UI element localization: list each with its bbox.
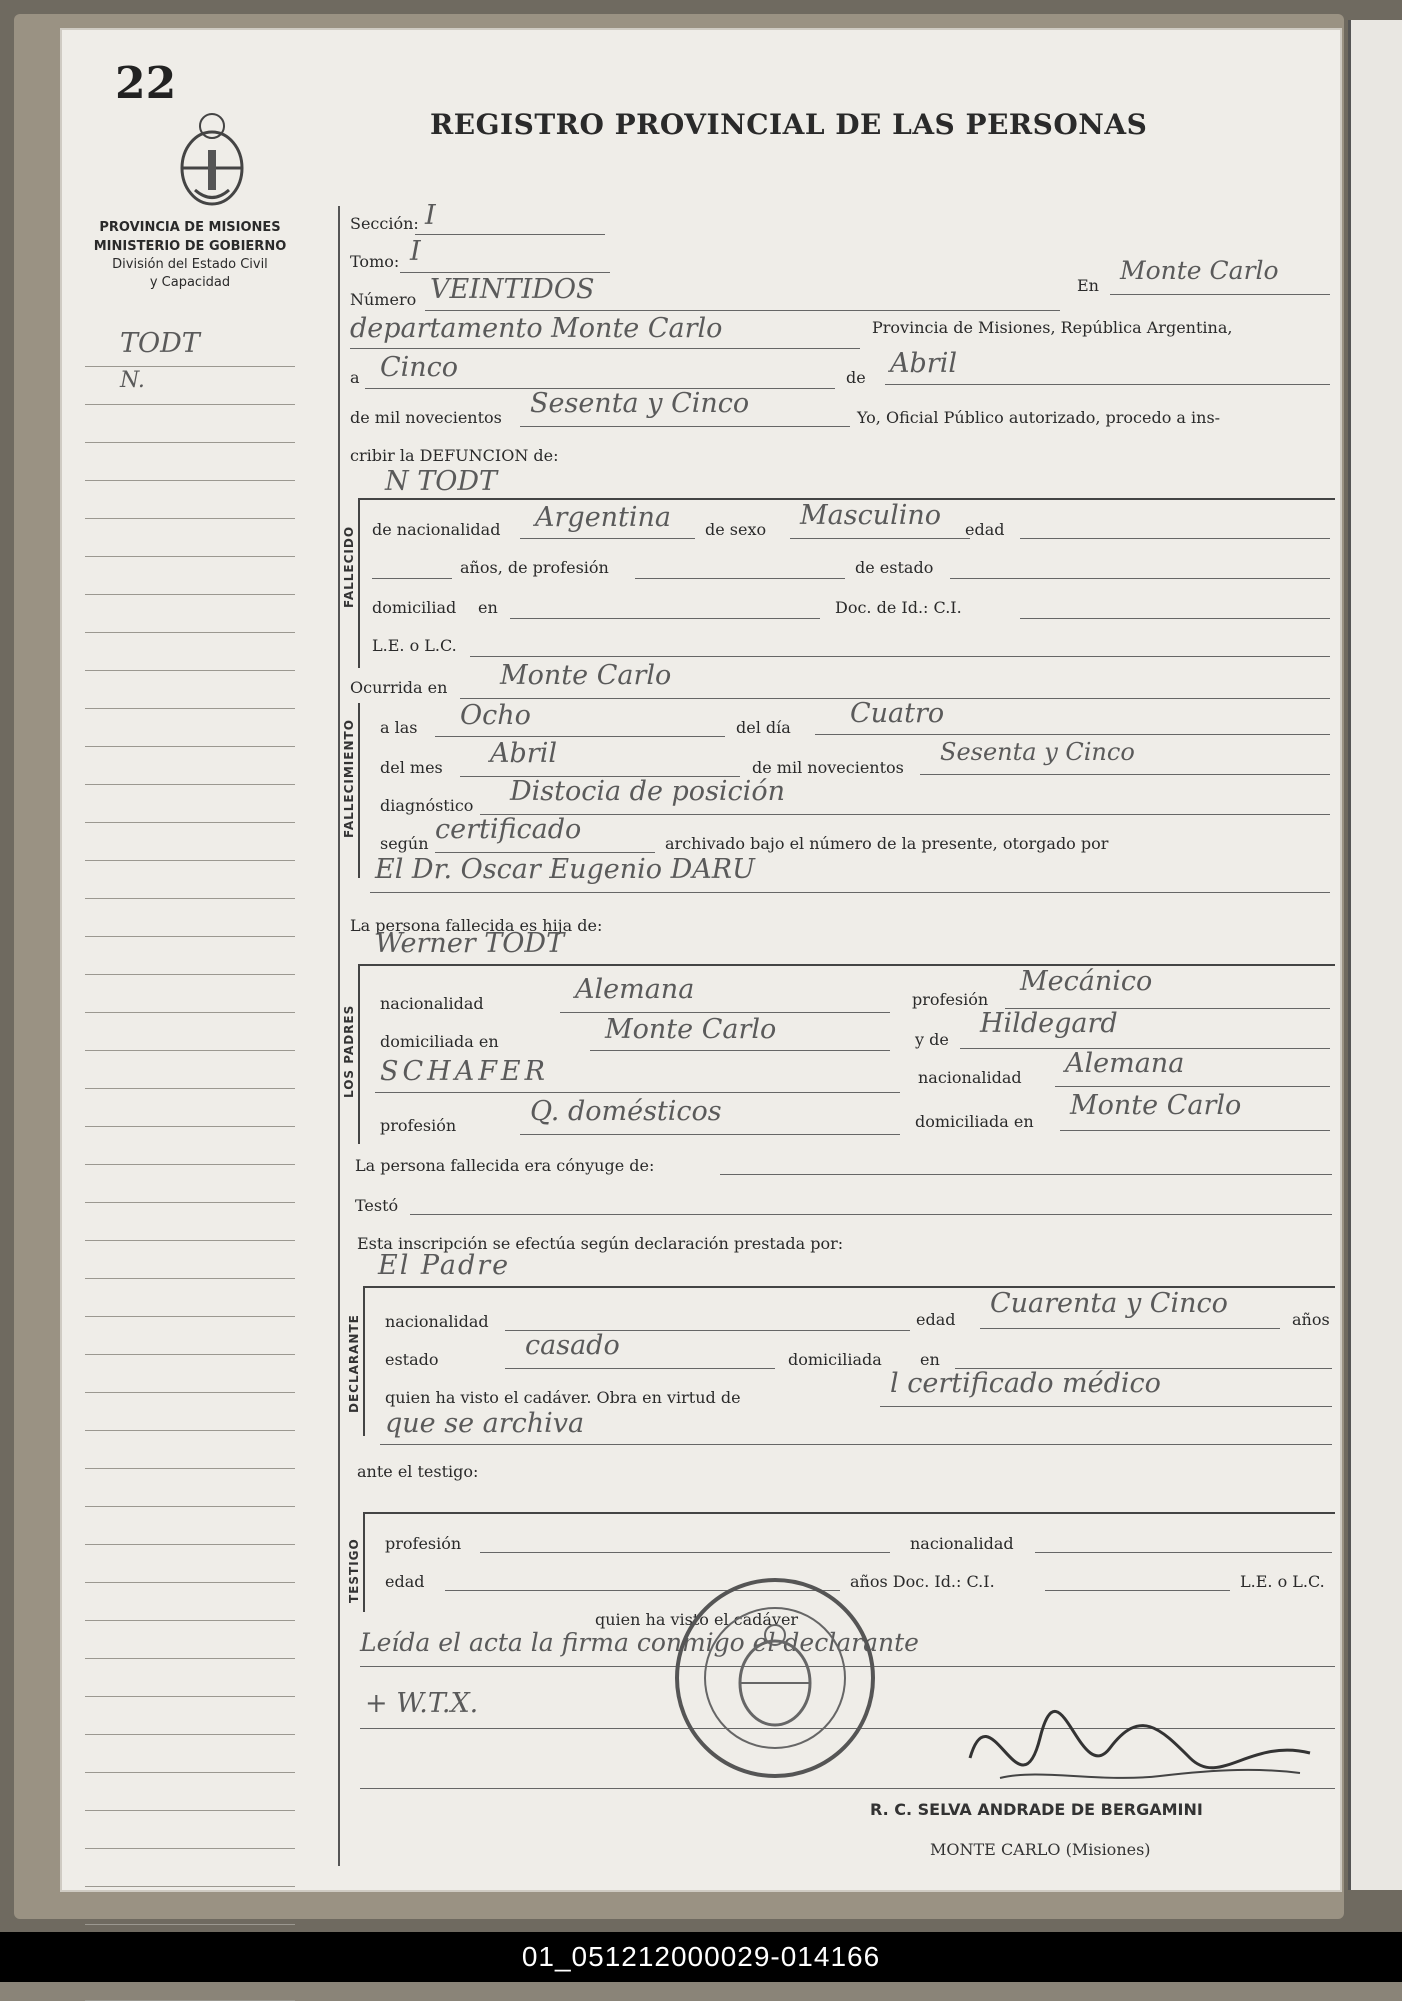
- margin-note-initial: N.: [120, 368, 145, 393]
- inscripcion-text: Esta inscripción se efectúa según declaración prestada por:: [357, 1234, 844, 1253]
- segun-label: según: [380, 834, 429, 853]
- margin-rule: [85, 708, 295, 709]
- officer-signature: [960, 1698, 1320, 1808]
- padre-nacionalidad-value: Alemana: [575, 974, 695, 1005]
- padre-domicilio-label: domiciliada en: [380, 1032, 499, 1051]
- issuer-header: [80, 218, 300, 292]
- margin-rule: [85, 898, 295, 899]
- margin-rule: [85, 1468, 295, 1469]
- madre-nacionalidad-line: [1055, 1086, 1330, 1087]
- coat-of-arms-icon: [175, 110, 249, 210]
- diagnostico-value: Distocia de posición: [510, 776, 785, 807]
- margin-rule: [85, 1772, 295, 1773]
- official-seal-stamp: [670, 1573, 880, 1783]
- de-label: de: [846, 368, 866, 387]
- mil-label: de mil novecientos: [350, 408, 502, 427]
- fallecimiento-section-label: FALLECIMIENTO: [342, 719, 356, 838]
- fallecido-section-label: FALLECIDO: [342, 525, 356, 608]
- madre-apellido: SCHAFER: [380, 1056, 549, 1087]
- declarante-en-label: en: [920, 1350, 940, 1369]
- demil-line: [920, 774, 1330, 775]
- testigo-profesion-line: [480, 1552, 890, 1553]
- declarante-value: El Padre: [378, 1250, 511, 1281]
- firma-value: + W.T.X.: [365, 1688, 479, 1719]
- madre-nacionalidad-value: Alemana: [1065, 1048, 1185, 1079]
- obra-line-2: [380, 1444, 1332, 1445]
- madre-apellido-line: [375, 1092, 900, 1093]
- alas-line: [435, 736, 725, 737]
- madre-value: Hildegard: [980, 1008, 1118, 1039]
- margin-rule: [85, 860, 295, 861]
- fallecimiento-section-bar: [358, 703, 360, 878]
- margin-rule: [85, 1278, 295, 1279]
- declarante-estado-line: [505, 1368, 775, 1369]
- margin-rule: [85, 1392, 295, 1393]
- dia-value: Cinco: [380, 352, 459, 383]
- declarante-section-bar: [363, 1286, 365, 1436]
- declarante-section-label: DECLARANTE: [347, 1314, 361, 1413]
- medico-value: El Dr. Oscar Eugenio DARU: [375, 854, 755, 885]
- testigo-top-rule: [365, 1512, 1335, 1514]
- anios-line: [372, 578, 452, 579]
- departamento-value: departamento Monte Carlo: [350, 313, 723, 344]
- column-divider: [338, 206, 340, 1866]
- officer-name: R. C. SELVA ANDRADE DE BERGAMINI: [870, 1800, 1203, 1819]
- estado-line: [950, 578, 1330, 579]
- nacionalidad-line: [520, 538, 695, 539]
- anio-line: [520, 426, 850, 427]
- oficial-text: Yo, Oficial Público autorizado, procedo a ins-: [857, 408, 1221, 427]
- declarante-anios-label: años: [1292, 1310, 1330, 1329]
- tomo-value: I: [410, 236, 421, 267]
- ocurrida-label: Ocurrida en: [350, 678, 448, 697]
- ministry-line: MINISTERIO DE GOBIERNO: [93, 239, 287, 254]
- diagnostico-line: [480, 814, 1330, 815]
- obra-value-2: que se archiva: [385, 1408, 585, 1439]
- margin-rule: [85, 480, 295, 481]
- declarante-estado-label: estado: [385, 1350, 439, 1369]
- doc-label: Doc. de Id.: C.I.: [835, 598, 962, 617]
- inscribir-text: cribir la DEFUNCION de:: [350, 446, 559, 465]
- margin-rule: [85, 404, 295, 405]
- edad-line: [1020, 538, 1330, 539]
- anios-label: años, de profesión: [460, 558, 609, 577]
- seccion-value: I: [425, 200, 436, 231]
- margin-rule: [85, 366, 295, 367]
- leida-value: Leída el acta la firma conmigo el declarante: [360, 1628, 919, 1657]
- profesion-line: [635, 578, 845, 579]
- declarante-edad-value: Cuarenta y Cinco: [990, 1288, 1228, 1319]
- madre-domicilio-line: [1060, 1130, 1330, 1131]
- margin-rule: [85, 1696, 295, 1697]
- mes-line: [885, 384, 1330, 385]
- margin-rule: [85, 1354, 295, 1355]
- adjacent-page: [1348, 20, 1402, 1890]
- margin-rule: [85, 1620, 295, 1621]
- margin-rule: [85, 442, 295, 443]
- diagnostico-label: diagnóstico: [380, 796, 474, 815]
- nacionalidad-label: de nacionalidad: [372, 520, 501, 539]
- margin-rule: [85, 1582, 295, 1583]
- division-line: División del Estado Civil: [112, 257, 268, 272]
- ocurrida-value: Monte Carlo: [500, 660, 672, 691]
- madre-nacionalidad-label: nacionalidad: [918, 1068, 1022, 1087]
- departamento-line: [350, 348, 860, 349]
- madre-profesion-line: [520, 1134, 900, 1135]
- testigo-visto-text: quien ha visto el cadáver: [595, 1610, 799, 1629]
- padre-profesion-label: profesión: [912, 990, 989, 1009]
- domiciliad-label: domiciliad: [372, 598, 457, 617]
- en-label: En: [1077, 276, 1099, 295]
- declarante-edad-line: [980, 1328, 1280, 1329]
- margin-note-surname: TODT: [120, 328, 200, 359]
- obra-value: l certificado médico: [890, 1368, 1161, 1399]
- capacity-line: y Capacidad: [149, 275, 231, 290]
- tomo-label: Tomo:: [350, 252, 400, 271]
- padres-top-rule: [360, 964, 1335, 966]
- declarante-domicilio-label: domiciliada: [788, 1350, 882, 1369]
- sexo-value: Masculino: [800, 500, 942, 531]
- margin-rule: [85, 784, 295, 785]
- margin-rule: [85, 1810, 295, 1811]
- margin-rule: [85, 1316, 295, 1317]
- domicilio-en-label: en: [478, 598, 498, 617]
- margin-rule: [85, 1240, 295, 1241]
- testigo-section-label: TESTIGO: [347, 1538, 361, 1603]
- declarante-estado-value: casado: [525, 1330, 620, 1361]
- fallecido-nombre: N TODT: [385, 466, 498, 497]
- margin-rule: [85, 556, 295, 557]
- demil-value: Sesenta y Cinco: [940, 738, 1135, 766]
- delmes-value: Abril: [490, 738, 557, 769]
- margin-rule: [85, 1126, 295, 1127]
- numero-label: Número: [350, 290, 417, 309]
- conyuge-line: [720, 1174, 1332, 1175]
- testigo-doc-line: [1045, 1590, 1230, 1591]
- margin-rule: [85, 1544, 295, 1545]
- testo-line: [410, 1214, 1332, 1215]
- register-page: [60, 28, 1342, 1892]
- margin-rule: [85, 1088, 295, 1089]
- alas-label: a las: [380, 718, 418, 737]
- seccion-label: Sección:: [350, 214, 419, 233]
- madre-profesion-value: Q. domésticos: [530, 1096, 722, 1127]
- testo-label: Testó: [355, 1196, 399, 1215]
- deldia-value: Cuatro: [850, 698, 945, 729]
- margin-rule: [85, 632, 295, 633]
- declarante-edad-label: edad: [916, 1310, 956, 1329]
- officer-place: MONTE CARLO (Misiones): [930, 1840, 1151, 1859]
- madre-domicilio-value: Monte Carlo: [1070, 1090, 1242, 1121]
- margin-rule: [85, 746, 295, 747]
- padre-value: Werner TODT: [375, 928, 565, 959]
- margin-rule: [85, 518, 295, 519]
- numero-line: [425, 310, 1060, 311]
- fallecido-section-bar: [358, 498, 360, 668]
- padre-domicilio-value: Monte Carlo: [605, 1014, 777, 1045]
- estado-label: de estado: [855, 558, 934, 577]
- declarante-nacionalidad-label: nacionalidad: [385, 1312, 489, 1331]
- nacionalidad-value: Argentina: [535, 502, 672, 533]
- province-line: PROVINCIA DE MISIONES: [99, 220, 281, 235]
- domicilio-line: [510, 618, 820, 619]
- testigo-nacionalidad-line: [1035, 1552, 1332, 1553]
- padre-profesion-value: Mecánico: [1020, 966, 1153, 997]
- padre-domicilio-line: [590, 1050, 890, 1051]
- le-line: [470, 656, 1330, 657]
- margin-rule: [85, 1050, 295, 1051]
- testigo-doc-label: años Doc. Id.: C.I.: [850, 1572, 995, 1591]
- obra-line: [880, 1406, 1332, 1407]
- margin-rule: [85, 936, 295, 937]
- testigo-text: ante el testigo:: [357, 1462, 479, 1481]
- margin-rule: [85, 1430, 295, 1431]
- en-value: Monte Carlo: [1120, 256, 1279, 285]
- margin-rule: [85, 974, 295, 975]
- deldia-label: del día: [736, 718, 791, 737]
- margin-rule: [85, 1924, 295, 1925]
- doc-line: [1020, 618, 1330, 619]
- le-label: L.E. o L.C.: [372, 636, 457, 655]
- anio-value: Sesenta y Cinco: [530, 388, 750, 419]
- seccion-line: [415, 234, 605, 235]
- deldia-line: [815, 734, 1330, 735]
- medico-line: [370, 892, 1330, 893]
- margin-rule: [85, 594, 295, 595]
- margin-rule: [85, 1506, 295, 1507]
- image-caption: 01_051212000029-014166: [0, 1932, 1402, 1982]
- alas-value: Ocho: [460, 700, 531, 731]
- a-label: a: [350, 368, 360, 387]
- en-line: [1110, 294, 1330, 295]
- testigo-edad-label: edad: [385, 1572, 425, 1591]
- archivado-text: archivado bajo el número de la presente, otorgado por: [665, 834, 1109, 853]
- edad-label: edad: [965, 520, 1005, 539]
- padre-nacionalidad-line: [560, 1012, 890, 1013]
- numero-value: VEINTIDOS: [430, 274, 595, 305]
- margin-rule: [85, 1658, 295, 1659]
- margin-rule: [85, 1886, 295, 1887]
- testigo-nacionalidad-label: nacionalidad: [910, 1534, 1014, 1553]
- hija-text: La persona fallecida es hija de:: [350, 916, 603, 935]
- testigo-section-bar: [363, 1512, 365, 1612]
- delmes-label: del mes: [380, 758, 443, 777]
- segun-value: certificado: [435, 814, 582, 845]
- margin-rule: [85, 1202, 295, 1203]
- mes-value: Abril: [890, 348, 957, 379]
- padre-nacionalidad-label: nacionalidad: [380, 994, 484, 1013]
- demil-label: de mil novecientos: [752, 758, 904, 777]
- margin-rule: [85, 822, 295, 823]
- segun-line: [435, 852, 655, 853]
- margin-rule: [85, 1734, 295, 1735]
- padres-section-label: LOS PADRES: [342, 1004, 356, 1098]
- visto-text: quien ha visto el cadáver. Obra en virtud de: [385, 1388, 741, 1407]
- margin-rule: [85, 1012, 295, 1013]
- provincia-text: Provincia de Misiones, República Argentina,: [872, 318, 1233, 337]
- page-title: REGISTRO PROVINCIAL DE LAS PERSONAS: [430, 108, 1148, 141]
- margin-rule: [85, 1848, 295, 1849]
- madre-profesion-label: profesión: [380, 1116, 457, 1135]
- margin-rule: [85, 1164, 295, 1165]
- sexo-label: de sexo: [705, 520, 767, 539]
- margin-rule: [85, 670, 295, 671]
- yde-label: y de: [915, 1030, 949, 1049]
- testigo-profesion-label: profesión: [385, 1534, 462, 1553]
- sexo-line: [790, 538, 970, 539]
- madre-domicilio-label: domiciliada en: [915, 1112, 1034, 1131]
- tomo-line: [400, 272, 610, 273]
- conyuge-text: La persona fallecida era cónyuge de:: [355, 1156, 655, 1175]
- page-number: 22: [115, 58, 177, 109]
- testigo-le-label: L.E. o L.C.: [1240, 1572, 1325, 1591]
- padres-section-bar: [358, 964, 360, 1144]
